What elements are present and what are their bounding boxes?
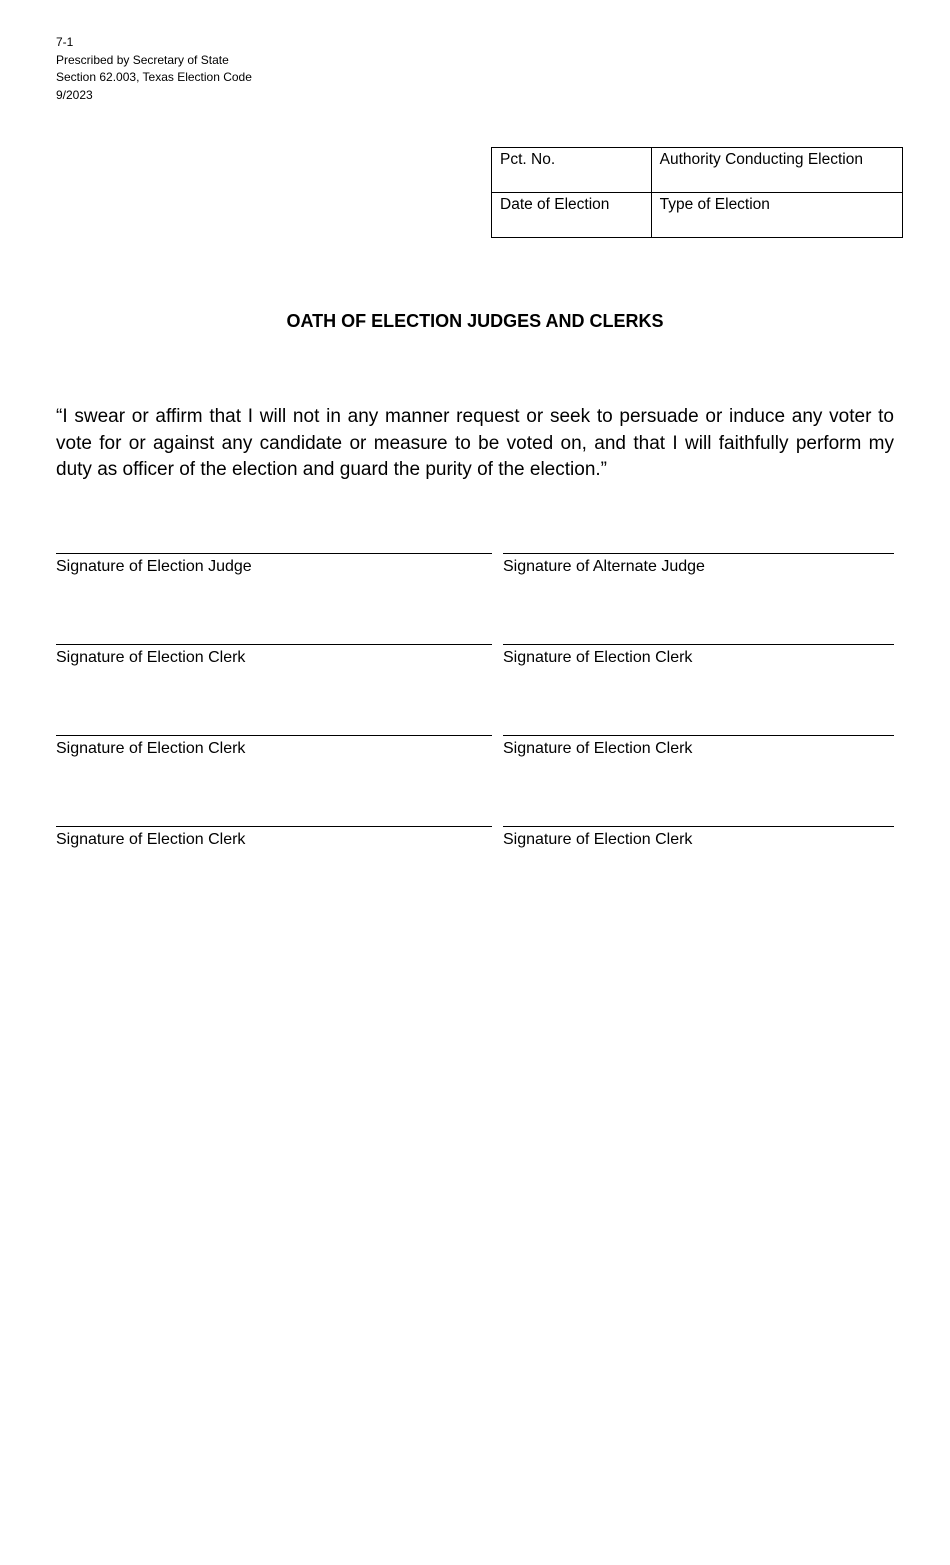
signature-block-election-clerk — [56, 628, 492, 667]
signature-block-election-judge — [56, 537, 492, 576]
form-number: 7-1 — [56, 35, 74, 49]
signature-line[interactable] — [503, 719, 894, 736]
signature-line[interactable] — [503, 537, 894, 554]
signature-block-election-clerk — [56, 719, 492, 758]
signature-line[interactable] — [503, 628, 894, 645]
signature-label: Signature of Election Clerk — [503, 649, 693, 666]
election-date-field[interactable]: Date of Election — [492, 193, 652, 238]
signature-label: Signature of Election Clerk — [503, 740, 693, 757]
signature-block-election-clerk — [56, 810, 492, 849]
signature-row — [56, 537, 894, 628]
precinct-number-field[interactable]: Pct. No. — [492, 148, 652, 193]
signature-grid — [56, 537, 894, 901]
signature-label: Signature of Election Clerk — [56, 831, 246, 848]
code-section: Section 62.003, Texas Election Code — [56, 70, 252, 84]
signature-row — [56, 810, 894, 901]
prescribed-by: Prescribed by Secretary of State — [56, 52, 229, 67]
election-type-field[interactable]: Type of Election — [651, 193, 902, 238]
signature-label: Signature of Election Clerk — [56, 740, 246, 757]
oath-text: “I swear or affirm that I will not in any manner request or seek to persuade or induce any voter to vote for or against any candidate or measure to be voted on, and that I will faithfully perform my duty as officer of the election and guard the purity of the election.” — [56, 406, 894, 480]
signature-block-alternate-judge — [503, 537, 894, 576]
signature-label: Signature of Election Clerk — [56, 649, 246, 666]
signature-line[interactable] — [56, 628, 492, 645]
signature-row — [56, 719, 894, 810]
revision-date: 9/2023 — [56, 87, 93, 102]
signature-label: Signature of Alternate Judge — [503, 558, 705, 575]
signature-line[interactable] — [56, 810, 492, 827]
signature-line[interactable] — [56, 719, 492, 736]
signature-label: Signature of Election Clerk — [503, 831, 693, 848]
signature-block-election-clerk — [503, 810, 894, 849]
signature-label: Signature of Election Judge — [56, 558, 252, 575]
signature-line[interactable] — [56, 537, 492, 554]
form-header — [56, 34, 252, 104]
signature-block-election-clerk — [503, 719, 894, 758]
authority-field[interactable]: Authority Conducting Election — [651, 148, 902, 193]
election-info-table — [491, 147, 903, 238]
info-row — [492, 193, 903, 238]
info-row — [492, 148, 903, 193]
signature-line[interactable] — [503, 810, 894, 827]
signature-row — [56, 628, 894, 719]
document-title: OATH OF ELECTION JUDGES AND CLERKS — [286, 311, 664, 331]
signature-block-election-clerk — [503, 628, 894, 667]
